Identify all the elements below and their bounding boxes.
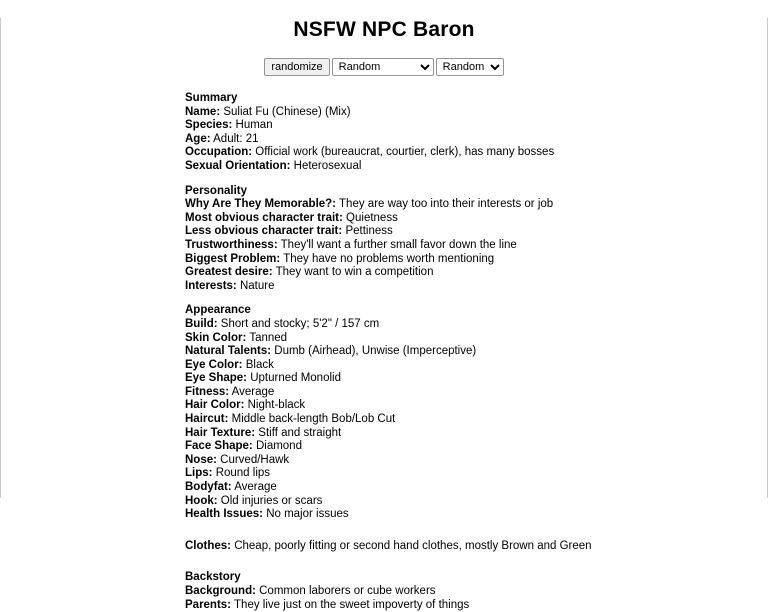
section-heading-summary: Summary: [185, 92, 238, 104]
field-row: [185, 599, 745, 612]
field-value: Night-black: [247, 399, 306, 412]
field-value: Official work (bureaucrat, courtier, clerk), has many bosses: [255, 146, 555, 159]
field-value: Curved/Hawk: [220, 453, 290, 466]
field-key: Clothes:: [185, 539, 231, 552]
section-heading-personality: Personality: [185, 184, 247, 197]
page-root: [0, 18, 768, 611]
field-row: [185, 386, 745, 400]
section-spacer: [185, 522, 745, 533]
field-key: Hair Color:: [185, 399, 245, 412]
primary-category-select[interactable]: [332, 58, 434, 76]
field-value: Human: [235, 119, 273, 132]
section-spacer: [185, 293, 745, 304]
field-key: Natural Talents:: [185, 345, 272, 358]
field-value: They have no problems worth mentioning: [283, 252, 495, 265]
section-heading-appearance: Appearance: [185, 304, 251, 317]
field-value: Round lips: [215, 467, 271, 480]
section-spacer: [185, 533, 745, 540]
field-row: [185, 540, 745, 554]
randomize-button[interactable]: randomize: [264, 58, 329, 76]
field-value: Quietness: [346, 211, 398, 224]
field-value: Nature: [239, 279, 275, 292]
field-value: Short and stocky; 5'2" / 157 cm: [220, 317, 380, 330]
field-key: Biggest Problem:: [185, 252, 281, 265]
field-row: [185, 253, 745, 267]
field-value: Suliat Fu (Chinese) (Mix): [223, 105, 351, 118]
field-key: Fitness:: [185, 385, 230, 398]
field-value: Heterosexual: [293, 159, 362, 172]
field-row: [185, 266, 745, 280]
field-value: No major issues: [266, 508, 349, 521]
field-key: Face Shape:: [185, 440, 253, 453]
field-key: Haircut:: [185, 413, 229, 426]
field-row: [185, 119, 745, 133]
field-key: Eye Color:: [185, 358, 243, 371]
field-key: Occupation:: [185, 146, 253, 159]
field-row: [185, 133, 745, 147]
secondary-category-select[interactable]: [436, 58, 504, 76]
field-key: Hair Texture:: [185, 426, 256, 439]
field-value: Dumb (Airhead), Unwise (Imperceptive): [274, 345, 477, 358]
section-spacer: [185, 564, 745, 571]
field-row: [185, 280, 745, 294]
field-row: [185, 318, 745, 332]
field-key: Bodyfat:: [185, 481, 232, 494]
field-key: Background:: [185, 585, 256, 597]
field-row: [185, 467, 745, 481]
field-value: Adult: 21: [213, 132, 259, 145]
field-row: [185, 212, 745, 226]
field-row: [185, 454, 745, 468]
field-value: They'll want a further small favor down the line: [280, 238, 517, 251]
field-row: [185, 160, 745, 174]
field-key: Lips:: [185, 467, 213, 480]
field-value: Common laborers or cube workers: [259, 585, 436, 597]
npc-sheet: [185, 92, 745, 612]
field-value: They want to win a competition: [275, 266, 434, 279]
field-row: [185, 345, 745, 359]
field-key: Trustworthiness:: [185, 238, 278, 251]
field-row: [185, 481, 745, 495]
field-row: [185, 239, 745, 253]
field-key: Interests:: [185, 279, 237, 292]
field-value: Pettiness: [345, 225, 393, 238]
field-row: [185, 495, 745, 509]
field-value: Old injuries or scars: [220, 494, 323, 507]
field-value: They live just on the sweet impoverty of things: [234, 598, 470, 611]
field-value: Middle back-length Bob/Lob Cut: [231, 413, 396, 426]
field-value: Average: [231, 385, 275, 398]
controls-bar: [1, 58, 767, 76]
field-key: Hook:: [185, 494, 218, 507]
field-key: Most obvious character trait:: [185, 211, 343, 224]
field-row: [185, 372, 745, 386]
field-value: Stiff and straight: [258, 426, 342, 439]
field-row: [185, 106, 745, 120]
field-key: Species:: [185, 119, 233, 132]
field-row: [185, 427, 745, 441]
field-row: [185, 198, 745, 212]
field-key: Greatest desire:: [185, 266, 273, 279]
field-row: [185, 413, 745, 427]
page-title: NSFW NPC Baron: [293, 18, 475, 41]
field-value: Cheap, poorly fitting or second hand clothes, mostly Brown and Green: [234, 539, 592, 552]
field-row: [185, 399, 745, 413]
field-value: Diamond: [255, 440, 302, 453]
field-row: [185, 146, 745, 160]
field-key: Less obvious character trait:: [185, 225, 343, 238]
field-key: Build:: [185, 317, 218, 330]
field-row: [185, 440, 745, 454]
field-row: [185, 332, 745, 346]
field-key: Skin Color:: [185, 331, 247, 344]
section-spacer: [185, 553, 745, 564]
field-key: Eye Shape:: [185, 372, 247, 385]
field-row: [185, 225, 745, 239]
field-key: Nose:: [185, 453, 217, 466]
field-key: Health Issues:: [185, 508, 263, 521]
field-value: Average: [234, 481, 277, 494]
field-value: Black: [245, 358, 274, 371]
section-heading-backstory: Backstory: [185, 571, 241, 584]
field-row: [185, 585, 745, 599]
field-row: [185, 359, 745, 373]
field-key: Age:: [185, 132, 211, 145]
field-value: They are way too into their interests or job: [339, 198, 554, 211]
field-value: Tanned: [249, 331, 288, 344]
section-spacer: [185, 174, 745, 185]
field-key: Why Are They Memorable?:: [185, 198, 337, 211]
field-row: [185, 508, 745, 522]
field-value: Upturned Monolid: [250, 372, 341, 385]
field-key: Name:: [185, 105, 221, 118]
field-key: Parents:: [185, 598, 232, 611]
field-key: Sexual Orientation:: [185, 159, 291, 172]
